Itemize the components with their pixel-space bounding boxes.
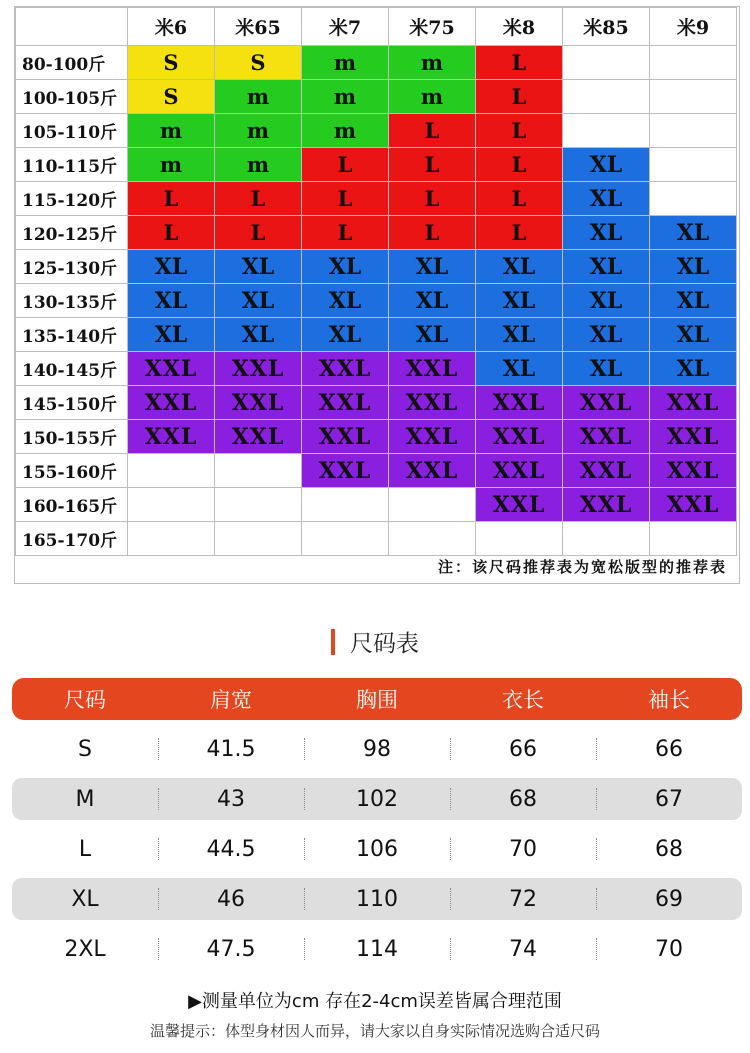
size-cell: XL xyxy=(215,250,302,284)
size-cell: XXL xyxy=(650,454,737,488)
corner-cell xyxy=(16,8,128,46)
size-cell: XXL xyxy=(302,454,389,488)
weight-row xyxy=(16,182,737,216)
size-cell: XL xyxy=(302,284,389,318)
size-cell: m xyxy=(128,114,215,148)
size-cell xyxy=(650,80,737,114)
size-cell: XXL xyxy=(302,352,389,386)
size-chart-header-row xyxy=(12,678,742,720)
height-column-header: 米85 xyxy=(563,8,650,46)
column-header: 胸围 xyxy=(356,688,398,712)
column-header: 尺码 xyxy=(64,688,106,712)
size-cell: XXL xyxy=(128,352,215,386)
table-cell: 68 xyxy=(450,778,596,820)
size-cell: m xyxy=(302,114,389,148)
size-cell: XXL xyxy=(389,386,476,420)
size-cell: XL xyxy=(650,216,737,250)
table-cell: L xyxy=(78,836,92,862)
size-cell: XL xyxy=(650,250,737,284)
weight-range-label: 160-165斤 xyxy=(16,488,128,522)
size-cell: S xyxy=(215,46,302,80)
weight-range-label: 135-140斤 xyxy=(16,318,128,352)
size-cell: XXL xyxy=(563,386,650,420)
row-gap xyxy=(12,770,742,778)
size-cell xyxy=(302,488,389,522)
weight-row xyxy=(16,284,737,318)
height-column-header: 米7 xyxy=(302,8,389,46)
size-cell: m xyxy=(302,46,389,80)
size-cell: XXL xyxy=(302,386,389,420)
size-cell: L xyxy=(389,216,476,250)
size-cell xyxy=(650,182,737,216)
size-cell: L xyxy=(476,148,563,182)
size-cell: XXL xyxy=(650,386,737,420)
table-cell: 43 xyxy=(158,778,304,820)
size-cell xyxy=(476,522,563,556)
height-column-header: 米75 xyxy=(389,8,476,46)
size-cell xyxy=(128,454,215,488)
height-column-header: 米8 xyxy=(476,8,563,46)
height-header-row xyxy=(16,8,737,46)
height-column-header: 米6 xyxy=(128,8,215,46)
column-header: 袖长 xyxy=(648,688,690,712)
size-cell: XL xyxy=(563,284,650,318)
size-recommendation-grid xyxy=(14,6,740,584)
size-cell: S xyxy=(128,46,215,80)
size-cell: XL xyxy=(389,284,476,318)
size-cell: XL xyxy=(563,148,650,182)
size-cell xyxy=(215,488,302,522)
size-cell: XL xyxy=(476,318,563,352)
size-cell xyxy=(389,488,476,522)
table-cell: 114 xyxy=(304,928,450,970)
table-cell: M xyxy=(75,786,95,812)
size-cell: XL xyxy=(650,352,737,386)
size-cell: L xyxy=(215,216,302,250)
size-cell: XL xyxy=(389,318,476,352)
size-cell: XL xyxy=(128,284,215,318)
size-cell: XL xyxy=(476,284,563,318)
size-cell: L xyxy=(389,182,476,216)
size-cell: XXL xyxy=(563,420,650,454)
weight-range-label: 155-160斤 xyxy=(16,454,128,488)
size-cell: L xyxy=(476,114,563,148)
size-cell xyxy=(650,522,737,556)
weight-range-label: 100-105斤 xyxy=(16,80,128,114)
table-cell: 69 xyxy=(596,878,742,920)
size-cell: m xyxy=(215,80,302,114)
weight-row xyxy=(16,80,737,114)
size-cell: XL xyxy=(215,284,302,318)
table-cell: 46 xyxy=(158,878,304,920)
size-cell: XL xyxy=(128,318,215,352)
table-cell: 2XL xyxy=(64,936,106,962)
size-cell: L xyxy=(476,216,563,250)
size-cell: XXL xyxy=(389,420,476,454)
size-cell: L xyxy=(476,182,563,216)
recommendation-table xyxy=(15,7,737,556)
weight-row xyxy=(16,148,737,182)
table-cell: 102 xyxy=(304,778,450,820)
size-cell xyxy=(650,148,737,182)
weight-range-label: 115-120斤 xyxy=(16,182,128,216)
size-cell: XXL xyxy=(650,420,737,454)
table-cell: 74 xyxy=(450,928,596,970)
weight-range-label: 140-145斤 xyxy=(16,352,128,386)
size-cell xyxy=(563,80,650,114)
size-cell: XL xyxy=(650,318,737,352)
size-cell: XXL xyxy=(389,454,476,488)
size-cell: XL xyxy=(302,250,389,284)
size-cell xyxy=(302,522,389,556)
size-cell: L xyxy=(128,216,215,250)
row-gap xyxy=(12,920,742,928)
size-cell xyxy=(128,488,215,522)
size-cell: L xyxy=(476,80,563,114)
size-cell: XXL xyxy=(563,454,650,488)
size-cell: XXL xyxy=(563,488,650,522)
weight-row xyxy=(16,522,737,556)
page-title: 尺码表 xyxy=(350,631,420,657)
size-cell: L xyxy=(302,148,389,182)
size-cell: L xyxy=(476,46,563,80)
height-column-header: 米9 xyxy=(650,8,737,46)
size-cell: XL xyxy=(389,250,476,284)
size-cell: XL xyxy=(128,250,215,284)
table-cell: 110 xyxy=(304,878,450,920)
size-cell: XXL xyxy=(476,420,563,454)
size-cell: L xyxy=(215,182,302,216)
size-cell: m xyxy=(128,148,215,182)
weight-range-label: 110-115斤 xyxy=(16,148,128,182)
table-cell: 67 xyxy=(596,778,742,820)
table-cell: XL xyxy=(71,886,99,912)
size-cell: XL xyxy=(563,250,650,284)
size-cell: L xyxy=(302,182,389,216)
row-gap xyxy=(12,820,742,828)
size-cell: XXL xyxy=(302,420,389,454)
size-cell xyxy=(563,46,650,80)
size-cell: XXL xyxy=(128,420,215,454)
height-column-header: 米65 xyxy=(215,8,302,46)
size-cell: XXL xyxy=(389,352,476,386)
table-cell: 66 xyxy=(596,728,742,770)
size-cell: m xyxy=(215,114,302,148)
size-cell: XXL xyxy=(476,454,563,488)
table-cell: 68 xyxy=(596,828,742,870)
size-cell xyxy=(563,114,650,148)
size-cell: m xyxy=(389,80,476,114)
size-cell xyxy=(128,522,215,556)
size-cell: XXL xyxy=(215,386,302,420)
size-cell: XXL xyxy=(215,352,302,386)
size-cell: XL xyxy=(215,318,302,352)
weight-range-label: 130-135斤 xyxy=(16,284,128,318)
size-cell: L xyxy=(389,148,476,182)
weight-row xyxy=(16,386,737,420)
title-accent-bar xyxy=(331,629,335,655)
size-cell: L xyxy=(302,216,389,250)
weight-row xyxy=(16,318,737,352)
weight-range-label: 125-130斤 xyxy=(16,250,128,284)
weight-range-label: 105-110斤 xyxy=(16,114,128,148)
size-cell: XXL xyxy=(476,386,563,420)
weight-row xyxy=(16,420,737,454)
size-cell: S xyxy=(128,80,215,114)
size-cell: L xyxy=(389,114,476,148)
table-cell: 41.5 xyxy=(158,728,304,770)
size-cell: XL xyxy=(563,182,650,216)
table-row xyxy=(12,728,742,770)
weight-row xyxy=(16,488,737,522)
size-cell: XL xyxy=(476,352,563,386)
weight-range-label: 145-150斤 xyxy=(16,386,128,420)
weight-row xyxy=(16,250,737,284)
recommendation-note: 注：该尺码推荐表为宽松版型的推荐表 xyxy=(437,558,727,576)
table-cell: 72 xyxy=(450,878,596,920)
table-cell: 66 xyxy=(450,728,596,770)
size-cell: XXL xyxy=(650,488,737,522)
size-chart-title xyxy=(0,625,750,658)
size-cell: XL xyxy=(476,250,563,284)
row-gap xyxy=(12,720,742,728)
table-cell: 47.5 xyxy=(158,928,304,970)
size-cell xyxy=(215,522,302,556)
weight-row xyxy=(16,352,737,386)
size-cell: XXL xyxy=(476,488,563,522)
table-cell: 98 xyxy=(304,728,450,770)
size-cell: XL xyxy=(563,318,650,352)
size-cell: XL xyxy=(302,318,389,352)
weight-range-label: 150-155斤 xyxy=(16,420,128,454)
weight-row xyxy=(16,114,737,148)
size-cell xyxy=(215,454,302,488)
size-cell: m xyxy=(389,46,476,80)
size-cell xyxy=(650,114,737,148)
table-row xyxy=(12,878,742,920)
size-cell xyxy=(389,522,476,556)
size-chart-table xyxy=(12,678,742,970)
column-header: 肩宽 xyxy=(210,688,252,712)
table-cell: S xyxy=(78,736,92,762)
weight-range-label: 165-170斤 xyxy=(16,522,128,556)
size-cell: XL xyxy=(650,284,737,318)
size-cell: XL xyxy=(563,352,650,386)
size-cell xyxy=(650,46,737,80)
weight-range-label: 120-125斤 xyxy=(16,216,128,250)
weight-row xyxy=(16,46,737,80)
table-cell: 70 xyxy=(450,828,596,870)
weight-range-label: 80-100斤 xyxy=(16,46,128,80)
table-row xyxy=(12,828,742,870)
fit-tip: 温馨提示：体型身材因人而异，请大家以自身实际情况选购合适尺码 xyxy=(149,1022,600,1040)
weight-row xyxy=(16,454,737,488)
size-cell: m xyxy=(302,80,389,114)
size-cell: XXL xyxy=(215,420,302,454)
size-cell xyxy=(563,522,650,556)
column-header: 衣长 xyxy=(502,688,544,712)
measurement-note: ▶测量单位为cm 存在2-4cm误差皆属合理范围 xyxy=(188,991,562,1012)
size-cell: m xyxy=(215,148,302,182)
table-cell: 44.5 xyxy=(158,828,304,870)
size-cell: XXL xyxy=(128,386,215,420)
size-cell: L xyxy=(128,182,215,216)
table-cell: 70 xyxy=(596,928,742,970)
row-gap xyxy=(12,870,742,878)
weight-row xyxy=(16,216,737,250)
table-cell: 106 xyxy=(304,828,450,870)
size-cell: XL xyxy=(563,216,650,250)
table-row xyxy=(12,778,742,820)
table-row xyxy=(12,928,742,970)
